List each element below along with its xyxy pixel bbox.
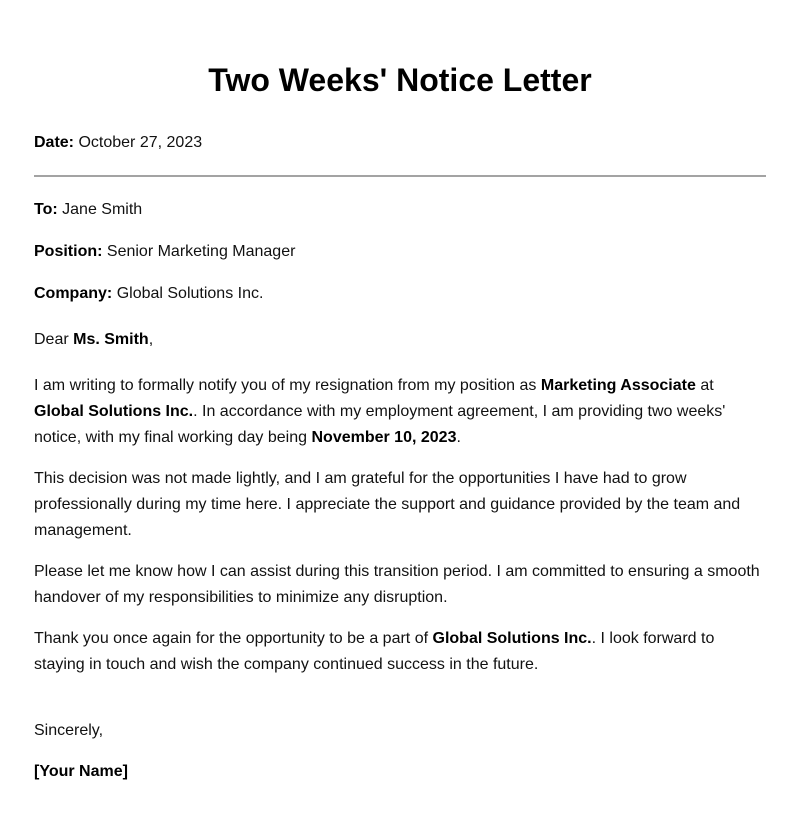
date-line	[34, 130, 766, 156]
company-label: Company:	[34, 285, 113, 302]
paragraph-gratitude: This decision was not made lightly, and I am grateful for the opportunities I have had to grow professionally during my time here. I appreciate the support and guidance provided by the team and management.	[34, 470, 741, 539]
paragraph-transition: Please let me know how I can assist during this transition period. I am committed to ensuring a smooth handover of my responsibilities to minimize any disruption.	[34, 563, 760, 606]
divider	[34, 175, 766, 177]
salutation-name: Ms. Smith	[73, 331, 149, 348]
salutation-suffix: ,	[148, 331, 154, 348]
signature	[34, 759, 766, 785]
signature-name: [Your Name]	[34, 763, 128, 780]
final-day: November 10, 2023	[311, 429, 457, 446]
salutation	[34, 327, 766, 353]
para1-text-1: I am writing to formally notify you of my resignation from my position as	[34, 377, 537, 394]
page-title: Two Weeks' Notice Letter	[208, 62, 592, 98]
paragraph-resignation	[34, 373, 766, 451]
company-name-2: Global Solutions Inc.	[432, 630, 592, 647]
para1-text-4: .	[456, 429, 461, 446]
to-line	[34, 197, 766, 223]
position-value: Senior Marketing Manager	[106, 243, 296, 260]
company-name: Global Solutions Inc.	[34, 403, 194, 420]
to-value: Jane Smith	[62, 201, 143, 218]
company-value: Global Solutions Inc.	[116, 285, 264, 302]
para4-text-1: Thank you once again for the opportunity to be a part of	[34, 630, 429, 647]
company-line	[34, 281, 766, 307]
position-line	[34, 239, 766, 265]
date-value: October 27, 2023	[78, 134, 203, 151]
closing: Sincerely,	[34, 722, 104, 739]
para1-text-3: . In accordance with my employment agreement, I am providing two weeks' notice, with my final working day being	[34, 403, 726, 446]
to-label: To:	[34, 201, 58, 218]
job-title: Marketing Associate	[540, 377, 696, 394]
position-label: Position:	[34, 243, 103, 260]
para1-text-2: at	[700, 377, 714, 394]
date-label: Date:	[34, 134, 75, 151]
paragraph-thanks	[34, 626, 766, 678]
salutation-prefix: Dear	[34, 331, 69, 348]
para4-text-2: . I look forward to staying in touch and wish the company continued success in the future.	[34, 630, 715, 673]
